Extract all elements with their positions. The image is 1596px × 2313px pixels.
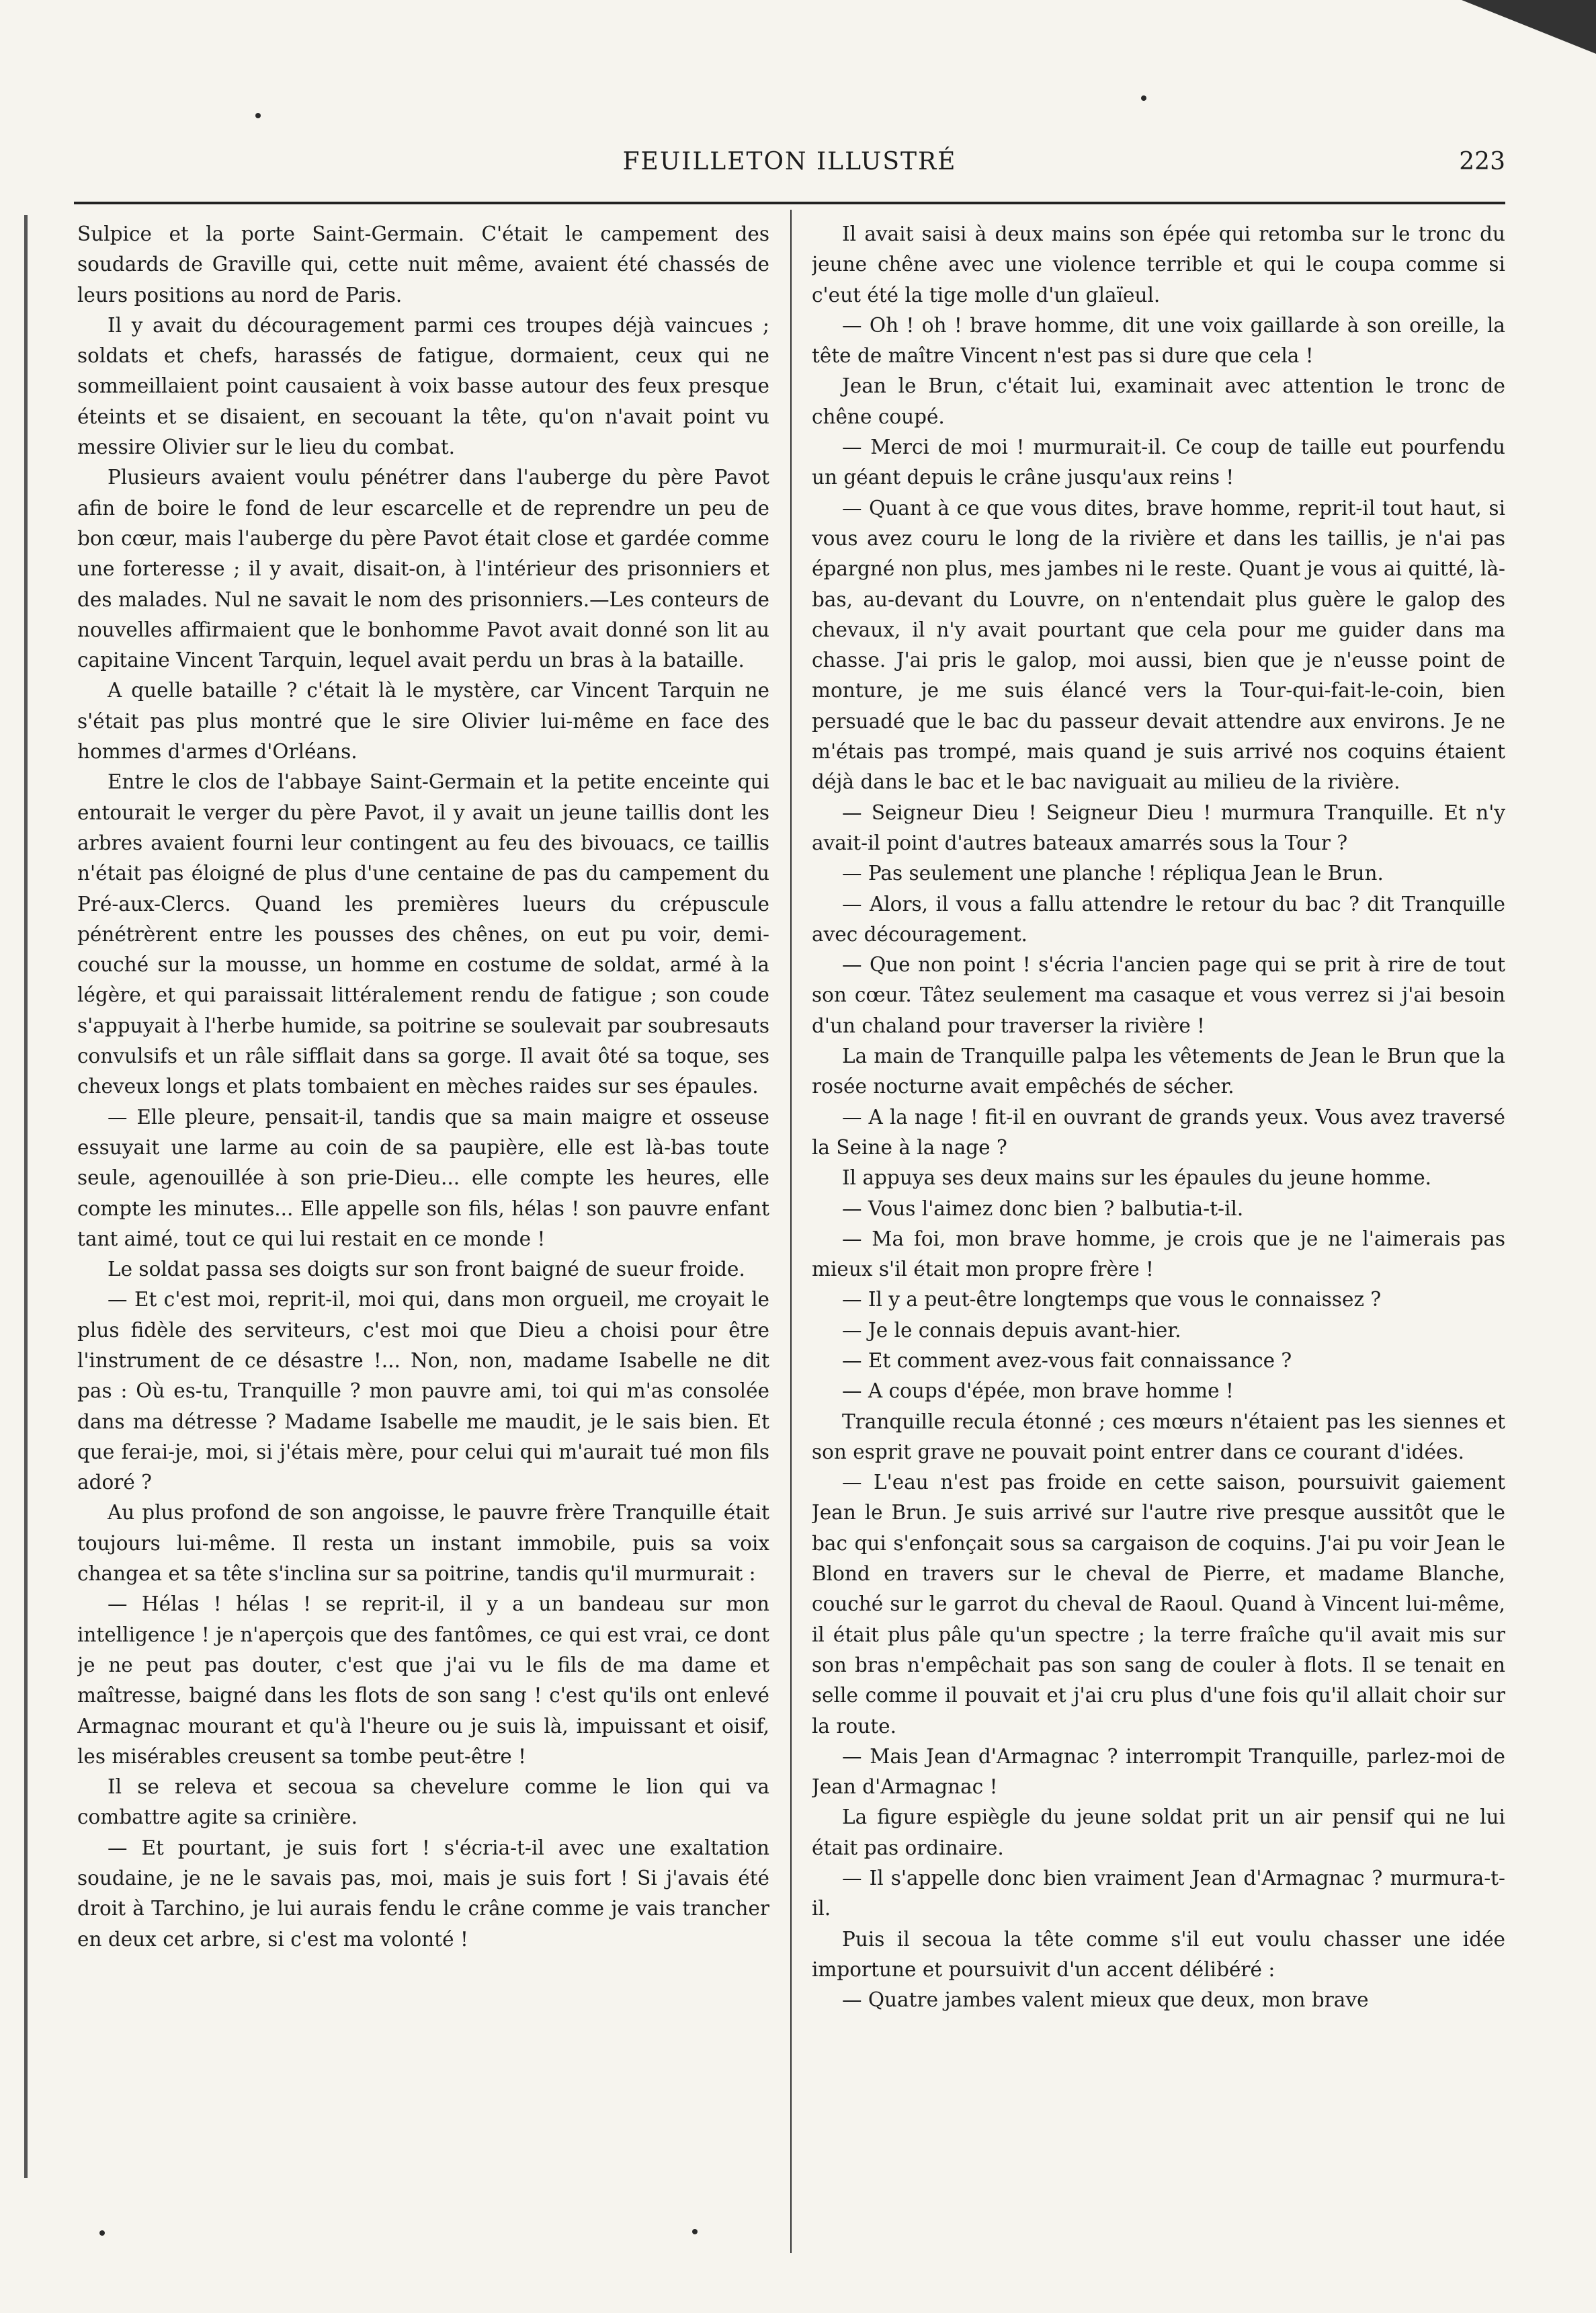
paragraph: — Je le connais depuis avant-hier. bbox=[842, 1318, 1181, 1342]
paragraph: Plusieurs avaient voulu pénétrer dans l'auberge du père Pavot afin de boire le fond de leur escarcelle et de reprendre un peu de bon cœur, mais l'auberge du père Pavot était close et gardée comme une forteresse ; il y avait, disait-on, à l'intérieur des prisonniers et des malades. Nul ne savait le nom des prisonniers.—Les conteurs de nouvelles affirmaient que le bonhomme Pavot avait donné son lit au capitaine Vincent Tarquin, lequel avait perdu un bras à la bataille. bbox=[77, 466, 769, 672]
paragraph: Au plus profond de son angoisse, le pauvre frère Tranquille était toujours lui-même. Il resta un instant immobile, puis sa voix changea et sa tête s'inclina sur sa poitrine, tandis qu'il murmurait : bbox=[77, 1501, 769, 1586]
paragraph: Le soldat passa ses doigts sur son front baigné de sueur froide. bbox=[108, 1258, 745, 1281]
paragraph: — Que non point ! s'écria l'ancien page qui se prit à rire de tout son cœur. Tâtez seulement ma casaque et vous verrez si j'ai besoin d'un chaland pour traverser la rivière ! bbox=[812, 953, 1505, 1037]
column-divider bbox=[790, 210, 792, 2253]
paragraph: — Oh ! oh ! brave homme, dit une voix gaillarde à son oreille, la tête de maître Vincent n'est pas si dure que cela ! bbox=[812, 313, 1505, 368]
paragraph: — A la nage ! fit-il en ouvrant de grands yeux. Vous avez traversé la Seine à la nage ? bbox=[812, 1105, 1505, 1159]
paragraph: — Hélas ! hélas ! se reprit-il, il y a un bandeau sur mon intelligence ! je n'aperçois que des fantômes, ce qui est vrai, ce dont je ne peut pas douter, c'est que j'ai vu le fils de ma dame et maîtresse, baigné dans les flots de son sang ! c'est qu'ils ont enlevé Armagnac mourant et qu'à l'heure ou je suis là, impuissant et oisif, les misérables creusent sa tombe peut-être ! bbox=[77, 1592, 769, 1768]
binding-edge bbox=[24, 215, 28, 2178]
paragraph: — Merci de moi ! murmurait-il. Ce coup de taille eut pourfendu un géant depuis le crâne jusqu'aux reins ! bbox=[812, 436, 1505, 489]
page-number: 223 bbox=[1459, 148, 1505, 175]
paragraph: — Il y a peut-être longtemps que vous le connaissez ? bbox=[842, 1288, 1382, 1311]
paragraph: Puis il secoua la tête comme s'il eut voulu chasser une idée importune et poursuivit d'un accent délibéré : bbox=[812, 1927, 1505, 1981]
header-rule bbox=[74, 202, 1505, 204]
scan-speck bbox=[99, 2230, 105, 2236]
paragraph: — Et c'est moi, reprit-il, moi qui, dans mon orgueil, me croyait le plus fidèle des serviteurs, c'est moi que Dieu a choisi pour être l'instrument de ce désastre !... Non, non, madame Isabelle ne dit pas : Où es-tu, Tranquille ? mon pauvre ami, toi qui m'as consolée dans ma détresse ? Madame Isabelle me maudit, je le sais bien. Et que ferai-je, moi, si j'étais mère, pour celui qui m'aurait tué mon fils adoré ? bbox=[77, 1288, 769, 1494]
running-title: FEUILLETON ILLUSTRÉ bbox=[622, 148, 957, 175]
paragraph: — Quatre jambes valent mieux que deux, mon brave bbox=[842, 1988, 1369, 2012]
paragraph: — Alors, il vous a fallu attendre le retour du bac ? dit Tranquille avec découragement. bbox=[812, 892, 1505, 946]
right-column bbox=[812, 219, 1505, 2202]
paragraph: La figure espiègle du jeune soldat prit un air pensif qui ne lui était pas ordinaire. bbox=[812, 1805, 1505, 1859]
paragraph: Jean le Brun, c'était lui, examinait avec attention le tronc de chêne coupé. bbox=[812, 374, 1505, 428]
paragraph: — A coups d'épée, mon brave homme ! bbox=[842, 1379, 1234, 1403]
paragraph: — Et comment avez-vous fait connaissance ? bbox=[842, 1348, 1292, 1372]
scan-speck bbox=[1141, 95, 1146, 101]
paragraph: Entre le clos de l'abbaye Saint-Germain et la petite enceinte qui entourait le verger du père Pavot, il y avait un jeune taillis dont les arbres avaient fourni leur contingent au feu des bivouacs, ce taillis n'était pas éloigné de plus d'une centaine de pas du campement du Pré-aux-Clercs. Quand les premières lueurs du crépuscule pénétrèrent entre les pousses des chênes, on eut pu voir, demi-couché sur la mousse, un homme en costume de soldat, armé à la légère, et qui paraissait littéralement rendu de fatigue ; son coude s'appuyait à l'herbe humide, sa poitrine se soulevait par soubresauts convulsifs et un râle sifflait dans sa gorge. Il avait ôté sa toque, ses cheveux longs et plats tombaient en mèches raides sur ses épaules. bbox=[77, 770, 769, 1098]
paragraph: Il avait saisi à deux mains son épée qui retomba sur le tronc du jeune chêne avec une violence terrible et qui le coupa comme si c'eut été la tige molle d'un glaïeul. bbox=[812, 222, 1505, 307]
paragraph: La main de Tranquille palpa les vêtements de Jean le Brun que la rosée nocturne avait empêchés de sécher. bbox=[812, 1045, 1505, 1098]
scan-speck bbox=[255, 113, 261, 118]
paragraph: Il se releva et secoua sa chevelure comme le lion qui va combattre agite sa crinière. bbox=[77, 1775, 769, 1829]
scan-corner-smudge bbox=[1462, 0, 1596, 54]
paragraph: — L'eau n'est pas froide en cette saison, poursuivit gaiement Jean le Brun. Je suis arrivé sur l'autre rive presque aussitôt que le bac qui s'enfonçait sous sa cargaison de coquins. J'ai pu voir Jean le Blond en travers sur le cheval de Pierre, et madame Blanche, couché sur le garrot du cheval de Raoul. Quand à Vincent lui-même, il était plus pâle qu'un spectre ; la terre fraîche qu'il avait mis sur son bras n'empêchait pas son sang de couler à flots. Il se tenait en selle comme il pouvait et j'ai cru plus d'une fois qu'il allait choir sur la route. bbox=[812, 1471, 1505, 1738]
paragraph: — Mais Jean d'Armagnac ? interrompit Tranquille, parlez-moi de Jean d'Armagnac ! bbox=[812, 1744, 1505, 1799]
paragraph: Il y avait du découragement parmi ces troupes déjà vaincues ; soldats et chefs, harassés de fatigue, dormaient, ceux qui ne sommeillaient point causaient à voix basse autour des feux presque éteints et se disaient, en secouant la tête, qu'on n'avait point vu messire Olivier sur le lieu du combat. bbox=[77, 313, 769, 459]
left-column bbox=[77, 219, 769, 2202]
paragraph: Sulpice et la porte Saint-Germain. C'était le campement des soudards de Graville qui, cette nuit même, avaient été chassés de leurs positions au nord de Paris. bbox=[77, 222, 769, 307]
paragraph: Il appuya ses deux mains sur les épaules du jeune homme. bbox=[842, 1166, 1432, 1190]
paragraph: — Et pourtant, je suis fort ! s'écria-t-il avec une exaltation soudaine, je ne le savais pas, moi, mais je suis fort ! Si j'avais été droit à Tarchino, je lui aurais fendu le crâne comme je vais trancher en deux cet arbre, si c'est ma volonté ! bbox=[77, 1836, 769, 1951]
paragraph: — Vous l'aimez donc bien ? balbutia-t-il. bbox=[842, 1196, 1244, 1220]
paragraph: — Quant à ce que vous dites, brave homme, reprit-il tout haut, si vous avez couru le long de la rivière et dans les taillis, je n'ai pas épargné non plus, mes jambes ni le reste. Quant je vous ai quitté, là-bas, au-devant du Louvre, on n'entendait plus guère le galop des chevaux, il n'y avait pourtant que cela pour me guider dans ma chasse. J'ai pris le galop, moi aussi, bien que je n'eusse point de monture, je me suis élancé vers la Tour-qui-fait-le-coin, bien persuadé que le bac du passeur devait attendre aux environs. Je ne m'étais pas trompé, mais quand je suis arrivé nos coquins étaient déjà dans le bac et le bac naviguait au milieu de la rivière. bbox=[812, 496, 1505, 794]
paragraph: — Pas seulement une planche ! répliqua Jean le Brun. bbox=[842, 862, 1384, 885]
paragraph: — Ma foi, mon brave homme, je crois que je ne l'aimerais pas mieux s'il était mon propre frère ! bbox=[812, 1227, 1505, 1281]
paragraph: — Seigneur Dieu ! Seigneur Dieu ! murmura Tranquille. Et n'y avait-il point d'autres bateaux amarrés sous la Tour ? bbox=[812, 801, 1505, 854]
paragraph: — Il s'appelle donc bien vraiment Jean d'Armagnac ? murmura-t-il. bbox=[812, 1867, 1505, 1920]
paragraph: A quelle bataille ? c'était là le mystère, car Vincent Tarquin ne s'était pas plus montré que le sire Olivier lui-même en face des hommes d'armes d'Orléans. bbox=[77, 679, 769, 764]
page-header bbox=[74, 148, 1505, 188]
paragraph: — Elle pleure, pensait-il, tandis que sa main maigre et osseuse essuyait une larme au coin de sa paupière, elle est là-bas toute seule, agenouillée à son prie-Dieu... elle compte les heures, elle compte les minutes... Elle appelle son fils, hélas ! son pauvre enfant tant aimé, tout ce qui lui restait en ce monde ! bbox=[77, 1105, 769, 1250]
scan-speck bbox=[692, 2229, 698, 2234]
paragraph: Tranquille recula étonné ; ces mœurs n'étaient pas les siennes et son esprit grave ne pouvait point entrer dans ce courant d'idées. bbox=[812, 1410, 1505, 1463]
